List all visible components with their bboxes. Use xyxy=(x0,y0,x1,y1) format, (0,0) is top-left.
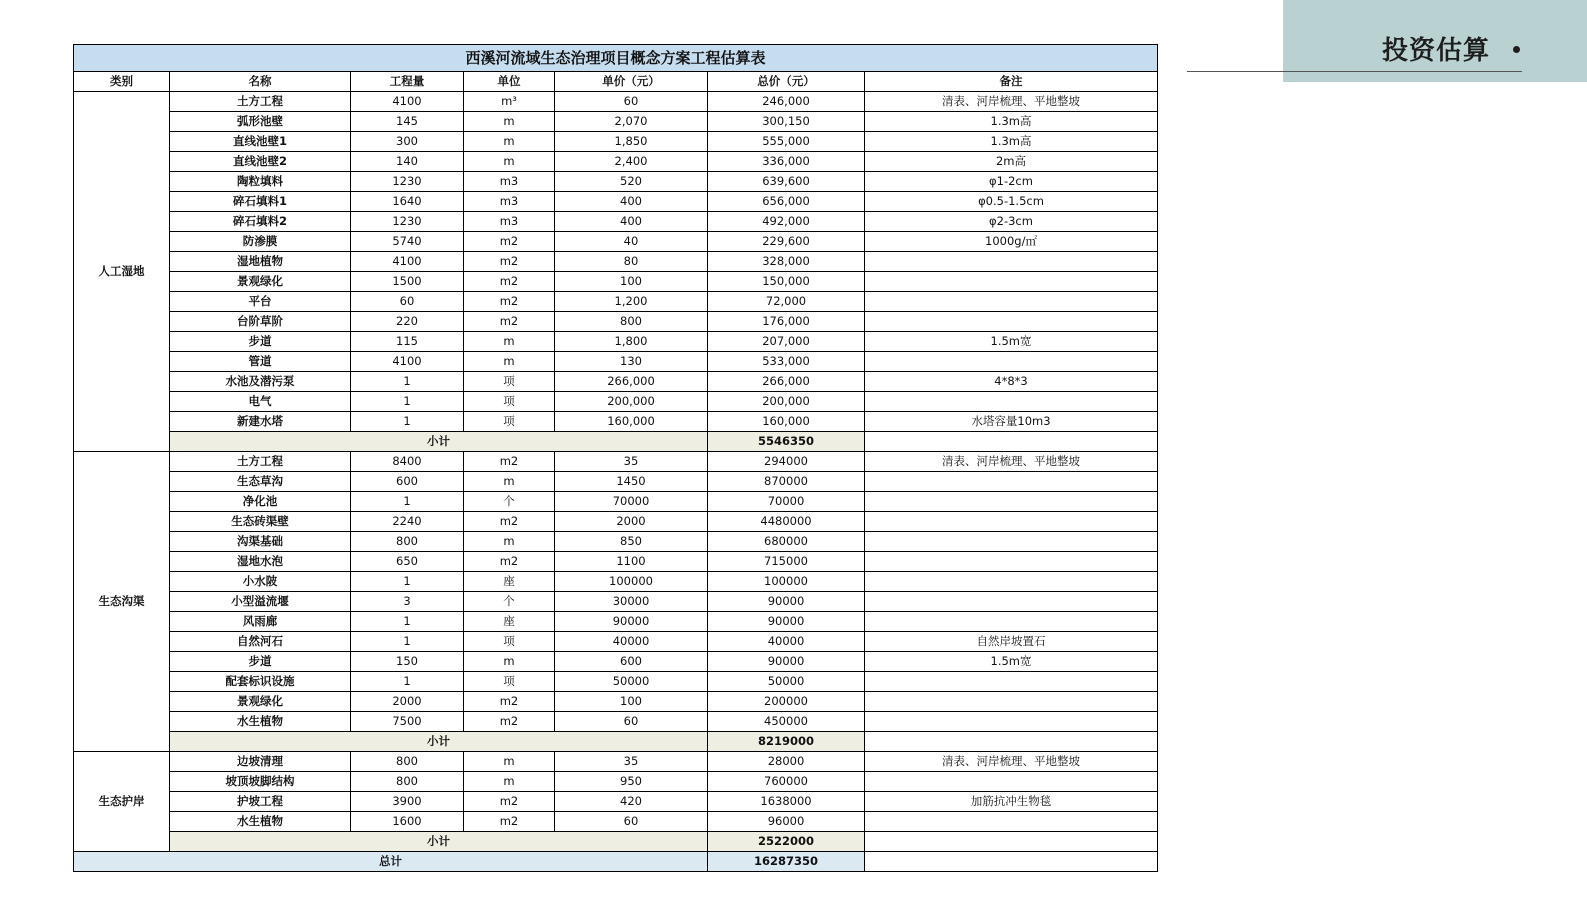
item-quantity: 7500 xyxy=(351,712,464,732)
item-unit-price: 400 xyxy=(555,192,708,212)
item-name: 沟渠基础 xyxy=(170,532,351,552)
item-total-price: 90000 xyxy=(708,652,865,672)
item-unit-price: 80 xyxy=(555,252,708,272)
item-total-price: 492,000 xyxy=(708,212,865,232)
item-total-price: 656,000 xyxy=(708,192,865,212)
header-divider xyxy=(1187,71,1522,72)
item-unit-price: 40000 xyxy=(555,632,708,652)
item-name: 直线池壁2 xyxy=(170,152,351,172)
item-name: 步道 xyxy=(170,332,351,352)
item-total-price: 70000 xyxy=(708,492,865,512)
table-row xyxy=(74,232,1158,252)
item-quantity: 300 xyxy=(351,132,464,152)
subtotal-row xyxy=(74,732,1158,752)
item-unit-price: 850 xyxy=(555,532,708,552)
item-total-price: 300,150 xyxy=(708,112,865,132)
item-unit: m xyxy=(464,652,555,672)
subtotal-row xyxy=(74,432,1158,452)
item-total-price: 72,000 xyxy=(708,292,865,312)
item-unit-price: 200,000 xyxy=(555,392,708,412)
item-unit-price: 1,200 xyxy=(555,292,708,312)
item-name: 护坡工程 xyxy=(170,792,351,812)
item-unit: m2 xyxy=(464,292,555,312)
col-header-remarks: 备注 xyxy=(865,72,1158,92)
item-unit-price: 160,000 xyxy=(555,412,708,432)
item-name: 坡顶坡脚结构 xyxy=(170,772,351,792)
item-quantity: 1 xyxy=(351,392,464,412)
item-remarks: 2m高 xyxy=(865,152,1158,172)
item-name: 景观绿化 xyxy=(170,272,351,292)
item-unit-price: 90000 xyxy=(555,612,708,632)
item-quantity: 1600 xyxy=(351,812,464,832)
item-total-price: 160,000 xyxy=(708,412,865,432)
table-row xyxy=(74,312,1158,332)
item-quantity: 3900 xyxy=(351,792,464,812)
table-row xyxy=(74,412,1158,432)
item-quantity: 1 xyxy=(351,572,464,592)
item-total-price: 639,600 xyxy=(708,172,865,192)
item-remarks: 4*8*3 xyxy=(865,372,1158,392)
item-unit: m xyxy=(464,152,555,172)
item-name: 净化池 xyxy=(170,492,351,512)
item-unit: m xyxy=(464,472,555,492)
col-header-quantity: 工程量 xyxy=(351,72,464,92)
item-quantity: 2240 xyxy=(351,512,464,532)
item-unit-price: 60 xyxy=(555,812,708,832)
table-row xyxy=(74,632,1158,652)
item-remarks: 1.3m高 xyxy=(865,132,1158,152)
table-row xyxy=(74,352,1158,372)
table-row xyxy=(74,752,1158,772)
item-quantity: 800 xyxy=(351,752,464,772)
item-total-price: 4480000 xyxy=(708,512,865,532)
item-remarks xyxy=(865,572,1158,592)
item-unit-price: 950 xyxy=(555,772,708,792)
item-name: 小型溢流堰 xyxy=(170,592,351,612)
table-row xyxy=(74,532,1158,552)
item-unit: m³ xyxy=(464,92,555,112)
table-row xyxy=(74,712,1158,732)
item-total-price: 870000 xyxy=(708,472,865,492)
item-remarks: 1000g/㎡ xyxy=(865,232,1158,252)
item-unit-price: 40 xyxy=(555,232,708,252)
item-quantity: 145 xyxy=(351,112,464,132)
item-name: 陶粒填料 xyxy=(170,172,351,192)
item-unit-price: 1100 xyxy=(555,552,708,572)
item-name: 管道 xyxy=(170,352,351,372)
item-remarks xyxy=(865,712,1158,732)
subtotal-remarks xyxy=(865,732,1158,752)
item-total-price: 90000 xyxy=(708,612,865,632)
category-cell: 生态沟渠 xyxy=(74,452,170,752)
item-unit-price: 70000 xyxy=(555,492,708,512)
total-value: 16287350 xyxy=(708,852,865,872)
table-row xyxy=(74,492,1158,512)
item-name: 平台 xyxy=(170,292,351,312)
item-name: 自然河石 xyxy=(170,632,351,652)
table-row xyxy=(74,92,1158,112)
item-unit-price: 100000 xyxy=(555,572,708,592)
item-unit-price: 50000 xyxy=(555,672,708,692)
item-total-price: 200000 xyxy=(708,692,865,712)
item-remarks: 1.3m高 xyxy=(865,112,1158,132)
item-total-price: 715000 xyxy=(708,552,865,572)
item-unit: m3 xyxy=(464,212,555,232)
estimate-table xyxy=(73,44,1158,872)
table-row xyxy=(74,792,1158,812)
total-remarks xyxy=(865,852,1158,872)
item-unit: m2 xyxy=(464,692,555,712)
item-name: 直线池壁1 xyxy=(170,132,351,152)
item-quantity: 3 xyxy=(351,592,464,612)
item-unit-price: 2000 xyxy=(555,512,708,532)
item-name: 土方工程 xyxy=(170,92,351,112)
table-row xyxy=(74,132,1158,152)
item-remarks xyxy=(865,532,1158,552)
item-unit: m3 xyxy=(464,192,555,212)
item-quantity: 5740 xyxy=(351,232,464,252)
item-quantity: 1 xyxy=(351,632,464,652)
table-row xyxy=(74,452,1158,472)
item-name: 台阶草阶 xyxy=(170,312,351,332)
item-unit: 项 xyxy=(464,372,555,392)
item-quantity: 1500 xyxy=(351,272,464,292)
item-quantity: 8400 xyxy=(351,452,464,472)
item-remarks xyxy=(865,512,1158,532)
item-unit: m xyxy=(464,132,555,152)
item-unit-price: 35 xyxy=(555,452,708,472)
item-unit: m xyxy=(464,352,555,372)
item-unit: m xyxy=(464,752,555,772)
item-remarks xyxy=(865,352,1158,372)
item-total-price: 294000 xyxy=(708,452,865,472)
item-unit: m xyxy=(464,332,555,352)
item-total-price: 40000 xyxy=(708,632,865,652)
table-row xyxy=(74,372,1158,392)
item-unit-price: 30000 xyxy=(555,592,708,612)
item-unit-price: 600 xyxy=(555,652,708,672)
item-unit: 项 xyxy=(464,632,555,652)
item-unit: 座 xyxy=(464,612,555,632)
table-row xyxy=(74,692,1158,712)
item-quantity: 1 xyxy=(351,672,464,692)
item-name: 生态砖渠壁 xyxy=(170,512,351,532)
subtotal-label: 小计 xyxy=(170,432,708,452)
category-cell: 生态护岸 xyxy=(74,752,170,852)
item-unit: 个 xyxy=(464,492,555,512)
item-total-price: 450000 xyxy=(708,712,865,732)
item-name: 边坡清理 xyxy=(170,752,351,772)
item-total-price: 207,000 xyxy=(708,332,865,352)
item-quantity: 4100 xyxy=(351,92,464,112)
item-total-price: 150,000 xyxy=(708,272,865,292)
item-quantity: 150 xyxy=(351,652,464,672)
item-total-price: 533,000 xyxy=(708,352,865,372)
item-name: 生态草沟 xyxy=(170,472,351,492)
subtotal-value: 2522000 xyxy=(708,832,865,852)
item-name: 步道 xyxy=(170,652,351,672)
item-name: 水生植物 xyxy=(170,812,351,832)
item-total-price: 229,600 xyxy=(708,232,865,252)
col-header-unit-price: 单价（元） xyxy=(555,72,708,92)
col-header-name: 名称 xyxy=(170,72,351,92)
item-name: 水生植物 xyxy=(170,712,351,732)
item-total-price: 50000 xyxy=(708,672,865,692)
subtotal-label: 小计 xyxy=(170,732,708,752)
item-quantity: 60 xyxy=(351,292,464,312)
item-quantity: 1 xyxy=(351,492,464,512)
table-row xyxy=(74,772,1158,792)
item-quantity: 1230 xyxy=(351,212,464,232)
item-unit: m3 xyxy=(464,172,555,192)
item-unit: m2 xyxy=(464,712,555,732)
item-total-price: 680000 xyxy=(708,532,865,552)
item-unit: 项 xyxy=(464,412,555,432)
item-remarks xyxy=(865,672,1158,692)
item-unit-price: 130 xyxy=(555,352,708,372)
item-unit-price: 520 xyxy=(555,172,708,192)
item-quantity: 650 xyxy=(351,552,464,572)
table-row xyxy=(74,472,1158,492)
item-quantity: 600 xyxy=(351,472,464,492)
item-remarks xyxy=(865,292,1158,312)
item-unit-price: 1,850 xyxy=(555,132,708,152)
item-unit: m xyxy=(464,772,555,792)
item-remarks: 水塔容量10m3 xyxy=(865,412,1158,432)
item-unit-price: 100 xyxy=(555,272,708,292)
total-row xyxy=(74,852,1158,872)
item-quantity: 800 xyxy=(351,772,464,792)
item-unit: m xyxy=(464,532,555,552)
item-total-price: 90000 xyxy=(708,592,865,612)
item-total-price: 1638000 xyxy=(708,792,865,812)
item-unit-price: 60 xyxy=(555,92,708,112)
item-remarks xyxy=(865,272,1158,292)
item-name: 水池及潜污泵 xyxy=(170,372,351,392)
table-row xyxy=(74,292,1158,312)
item-remarks: φ1-2cm xyxy=(865,172,1158,192)
item-name: 小水陂 xyxy=(170,572,351,592)
item-unit-price: 266,000 xyxy=(555,372,708,392)
item-total-price: 176,000 xyxy=(708,312,865,332)
item-unit-price: 1450 xyxy=(555,472,708,492)
subtotal-remarks xyxy=(865,832,1158,852)
item-remarks xyxy=(865,592,1158,612)
item-quantity: 140 xyxy=(351,152,464,172)
item-quantity: 1 xyxy=(351,612,464,632)
item-unit: m xyxy=(464,112,555,132)
bullet-dot-icon xyxy=(1513,46,1520,53)
table-row xyxy=(74,192,1158,212)
item-quantity: 2000 xyxy=(351,692,464,712)
col-header-total-price: 总价（元） xyxy=(708,72,865,92)
table-row xyxy=(74,252,1158,272)
item-unit-price: 60 xyxy=(555,712,708,732)
item-remarks xyxy=(865,312,1158,332)
item-unit: 个 xyxy=(464,592,555,612)
table-row xyxy=(74,212,1158,232)
item-name: 碎石填料2 xyxy=(170,212,351,232)
table-row xyxy=(74,512,1158,532)
item-remarks: 自然岸坡置石 xyxy=(865,632,1158,652)
category-cell: 人工湿地 xyxy=(74,92,170,452)
item-remarks: 清表、河岸梳理、平地整坡 xyxy=(865,752,1158,772)
item-quantity: 4100 xyxy=(351,252,464,272)
item-remarks xyxy=(865,692,1158,712)
item-remarks xyxy=(865,492,1158,512)
item-total-price: 96000 xyxy=(708,812,865,832)
item-quantity: 115 xyxy=(351,332,464,352)
subtotal-value: 8219000 xyxy=(708,732,865,752)
item-total-price: 336,000 xyxy=(708,152,865,172)
item-name: 土方工程 xyxy=(170,452,351,472)
table-title: 西溪河流域生态治理项目概念方案工程估算表 xyxy=(74,45,1158,72)
table-row xyxy=(74,812,1158,832)
item-remarks xyxy=(865,392,1158,412)
item-remarks xyxy=(865,252,1158,272)
item-total-price: 328,000 xyxy=(708,252,865,272)
item-total-price: 266,000 xyxy=(708,372,865,392)
subtotal-value: 5546350 xyxy=(708,432,865,452)
item-quantity: 800 xyxy=(351,532,464,552)
item-total-price: 246,000 xyxy=(708,92,865,112)
item-remarks xyxy=(865,812,1158,832)
item-unit: m2 xyxy=(464,792,555,812)
item-unit: m2 xyxy=(464,812,555,832)
item-unit: m2 xyxy=(464,552,555,572)
table-row xyxy=(74,152,1158,172)
table-row xyxy=(74,392,1158,412)
table-row xyxy=(74,672,1158,692)
item-unit-price: 400 xyxy=(555,212,708,232)
item-name: 湿地水泡 xyxy=(170,552,351,572)
item-unit: m2 xyxy=(464,272,555,292)
item-remarks: 加筋抗冲生物毯 xyxy=(865,792,1158,812)
table-row xyxy=(74,172,1158,192)
table-row xyxy=(74,652,1158,672)
item-total-price: 100000 xyxy=(708,572,865,592)
item-unit-price: 35 xyxy=(555,752,708,772)
item-total-price: 555,000 xyxy=(708,132,865,152)
table-row xyxy=(74,272,1158,292)
item-name: 新建水塔 xyxy=(170,412,351,432)
item-unit-price: 2,400 xyxy=(555,152,708,172)
item-quantity: 1 xyxy=(351,412,464,432)
item-name: 电气 xyxy=(170,392,351,412)
item-unit-price: 420 xyxy=(555,792,708,812)
item-remarks: φ2-3cm xyxy=(865,212,1158,232)
col-header-unit: 单位 xyxy=(464,72,555,92)
table-row xyxy=(74,332,1158,352)
item-name: 配套标识设施 xyxy=(170,672,351,692)
section-title: 投资估算 xyxy=(1382,36,1491,66)
item-unit-price: 2,070 xyxy=(555,112,708,132)
item-unit: 座 xyxy=(464,572,555,592)
item-quantity: 4100 xyxy=(351,352,464,372)
item-name: 弧形池壁 xyxy=(170,112,351,132)
table-row xyxy=(74,572,1158,592)
item-name: 景观绿化 xyxy=(170,692,351,712)
item-name: 碎石填料1 xyxy=(170,192,351,212)
item-remarks xyxy=(865,772,1158,792)
item-name: 湿地植物 xyxy=(170,252,351,272)
item-quantity: 220 xyxy=(351,312,464,332)
item-unit-price: 800 xyxy=(555,312,708,332)
item-total-price: 28000 xyxy=(708,752,865,772)
item-remarks xyxy=(865,612,1158,632)
item-quantity: 1640 xyxy=(351,192,464,212)
table-row xyxy=(74,112,1158,132)
item-remarks xyxy=(865,472,1158,492)
item-unit: 项 xyxy=(464,672,555,692)
item-unit: m2 xyxy=(464,232,555,252)
item-total-price: 200,000 xyxy=(708,392,865,412)
subtotal-remarks xyxy=(865,432,1158,452)
item-unit: m2 xyxy=(464,312,555,332)
subtotal-row xyxy=(74,832,1158,852)
subtotal-label: 小计 xyxy=(170,832,708,852)
item-unit: m2 xyxy=(464,512,555,532)
item-unit: 项 xyxy=(464,392,555,412)
item-total-price: 760000 xyxy=(708,772,865,792)
item-remarks: 清表、河岸梳理、平地整坡 xyxy=(865,92,1158,112)
item-remarks: 清表、河岸梳理、平地整坡 xyxy=(865,452,1158,472)
item-unit: m2 xyxy=(464,452,555,472)
item-remarks: 1.5m宽 xyxy=(865,652,1158,672)
item-unit-price: 100 xyxy=(555,692,708,712)
table-row xyxy=(74,552,1158,572)
item-unit: m2 xyxy=(464,252,555,272)
table-row xyxy=(74,592,1158,612)
total-label: 总计 xyxy=(74,852,708,872)
item-quantity: 1230 xyxy=(351,172,464,192)
item-name: 防渗膜 xyxy=(170,232,351,252)
table-row xyxy=(74,612,1158,632)
item-name: 风雨廊 xyxy=(170,612,351,632)
item-quantity: 1 xyxy=(351,372,464,392)
col-header-category: 类别 xyxy=(74,72,170,92)
item-remarks: 1.5m宽 xyxy=(865,332,1158,352)
item-unit-price: 1,800 xyxy=(555,332,708,352)
item-remarks xyxy=(865,552,1158,572)
item-remarks: φ0.5-1.5cm xyxy=(865,192,1158,212)
